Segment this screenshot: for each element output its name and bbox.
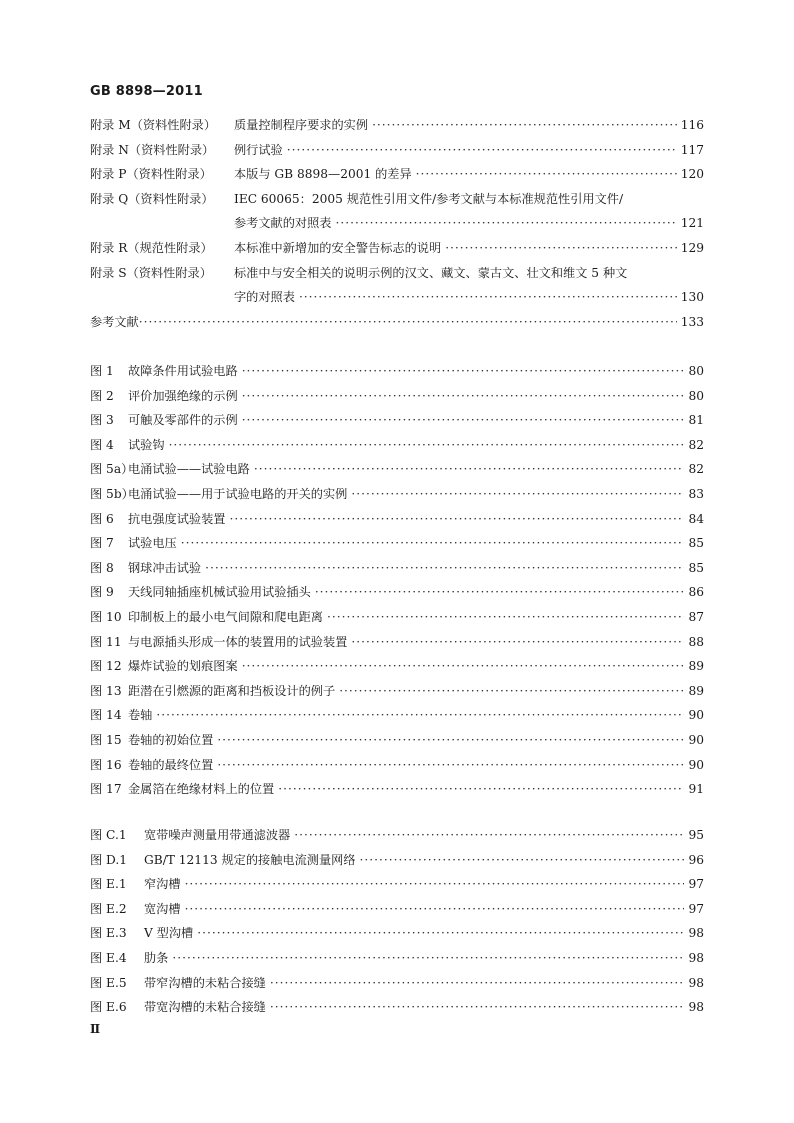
toc-entry[interactable] [90,534,704,559]
dot-leader [327,610,684,624]
dot-leader [139,315,677,329]
toc-entry[interactable] [90,190,704,215]
entry-title: 钢球冲击试验 [128,560,202,575]
toc-entry[interactable] [90,924,704,949]
entry-title: 评价加强绝缘的示例 [128,388,238,403]
entry-label: 附录 N（资料性附录） [90,142,215,157]
entry-label: 图 11 [90,634,122,649]
entry-title: GB/T 12113 规定的接触电流测量网络 [144,852,356,867]
entry-page-number: 90 [688,757,704,772]
toc-entry[interactable] [90,756,704,781]
dot-leader [254,462,685,476]
entry-label: 图 D.1 [90,852,128,867]
entry-label: 图 5a） [90,462,134,477]
entry-page-number: 84 [688,511,704,526]
standard-number: GB 8898—2011 [90,84,203,99]
entry-page-number: 89 [688,659,704,674]
toc-entry[interactable] [90,682,704,707]
dot-leader [445,241,677,255]
entry-label: 图 16 [90,757,122,772]
dot-leader [372,118,677,132]
dot-leader [278,782,684,796]
entry-title: 本版与 GB 8898—2001 的差异 [234,167,412,182]
entry-title: 带宽沟槽的未粘合接缝 [144,1000,266,1015]
toc-entry[interactable] [90,559,704,584]
entry-title: 与电源插头形成一体的装置用的试验装置 [128,634,348,649]
toc-entry[interactable] [90,141,704,166]
entry-page-number: 98 [688,1000,704,1015]
entry-title: 质量控制程序要求的实例 [234,118,369,132]
entry-title: 试验钩 [128,437,165,452]
dot-leader [197,926,684,940]
toc-entry[interactable] [90,780,704,805]
toc-entry[interactable] [90,998,704,1023]
entry-title: 本标准中新增加的安全警告标志的说明 [234,240,442,255]
entry-title: 印制板上的最小电气间隙和爬电距离 [128,609,323,624]
dot-leader [270,1000,685,1014]
entry-label: 图 10 [90,609,122,624]
entry-label: 图 E.2 [90,901,127,916]
toc-entry[interactable] [90,633,704,658]
entry-label: 图 13 [90,683,122,698]
toc-entry[interactable] [90,264,704,289]
references-page: 133 [680,315,704,329]
entry-title: 可触及零部件的示例 [128,413,238,428]
toc-entry[interactable] [90,436,704,461]
entry-label: 图 15 [90,732,122,747]
entry-title: 爆炸试验的划痕图案 [128,659,238,674]
entry-page-number: 96 [688,852,704,867]
dot-leader [294,828,684,842]
toc-entry[interactable] [90,875,704,900]
entry-title: 例行试验 [234,142,283,157]
dot-leader [217,733,684,747]
dot-leader [172,951,684,965]
entry-label: 附录 S（资料性附录） [90,265,212,280]
entry-label: 图 17 [90,782,122,797]
dot-leader [242,364,685,378]
toc-entry[interactable] [90,583,704,608]
toc-entry[interactable] [90,974,704,999]
entry-label: 图 E.3 [90,926,127,941]
toc-entry-continuation[interactable] [90,288,704,313]
entry-title-continued: 参考文献的对照表 [234,216,332,231]
entry-label: 图 E.4 [90,950,127,965]
entry-page-number: 81 [688,413,704,428]
entry-page-number: 90 [688,708,704,723]
entry-page-number: 86 [688,585,704,600]
entry-label: 图 C.1 [90,828,127,842]
entry-title: 抗电强度试验装置 [128,511,226,526]
toc-entry[interactable] [90,362,704,387]
page-numeral: Ⅱ [90,1022,101,1036]
entry-title: 肋条 [144,950,169,965]
entry-page-number: 98 [688,950,704,965]
toc-entry[interactable] [90,387,704,412]
dot-leader [230,512,685,526]
entry-title: 带窄沟槽的未粘合接缝 [144,975,266,990]
entry-page-number: 80 [688,388,704,403]
entry-page-number: 97 [688,877,704,892]
toc-entry[interactable] [90,608,704,633]
entry-title: 电涌试验——用于试验电路的开关的实例 [128,486,348,501]
entry-title-continued: 字的对照表 [234,290,295,305]
dot-leader [242,659,685,673]
entry-label: 图 14 [90,708,122,723]
dot-leader [185,902,685,916]
entry-page-number: 98 [688,975,704,990]
toc-entry[interactable] [90,485,704,510]
entry-label: 附录 P（资料性附录） [90,167,212,182]
entry-title: 宽沟槽 [144,901,181,916]
toc-entry[interactable] [90,116,704,141]
entry-page-number: 120 [680,167,704,182]
dot-leader [336,216,677,230]
toc-figures [90,362,704,805]
dot-leader [339,684,684,698]
entry-page-number: 85 [688,560,704,575]
entry-title: 故障条件用试验电路 [128,364,238,378]
entry-title: V 型沟槽 [144,926,194,941]
dot-leader [185,877,685,891]
entry-title: 卷轴的最终位置 [128,757,214,772]
dot-leader [299,290,677,304]
entry-label: 图 E.6 [90,1000,127,1015]
entry-page-number: 98 [688,926,704,941]
toc-entry[interactable] [90,706,704,731]
entry-page-number: 82 [688,437,704,452]
entry-title: IEC 60065：2005 规范性引用文件/参考文献与本标准规范性引用文件/ [234,191,624,206]
toc-entry[interactable] [90,460,704,485]
dot-leader [169,438,685,452]
entry-title: 试验电压 [128,536,177,551]
toc-entry[interactable] [90,239,704,264]
entry-label: 图 6 [90,511,114,526]
toc-entry[interactable] [90,826,704,851]
toc-annex-figures [90,826,704,1023]
toc-entry[interactable] [90,851,704,876]
entry-title: 宽带噪声测量用带通滤波器 [144,828,291,842]
toc-references [90,313,704,338]
entry-title: 窄沟槽 [144,877,181,892]
entry-label: 图 2 [90,388,114,403]
entry-page-number: 95 [688,828,704,842]
dot-leader [270,976,685,990]
entry-title: 电涌试验——试验电路 [128,462,250,477]
toc-entry-continuation[interactable] [90,214,704,239]
toc-entry[interactable] [90,165,704,190]
entry-label: 图 E.5 [90,975,127,990]
dot-leader [217,758,684,772]
toc-appendices [90,116,704,313]
entry-label: 图 7 [90,536,114,551]
dot-leader [242,413,685,427]
entry-label: 附录 Q（资料性附录） [90,191,214,206]
entry-page-number: 83 [688,486,704,501]
entry-page-number: 117 [680,142,704,157]
dot-leader [156,708,684,722]
toc-entry[interactable] [90,510,704,535]
entry-page-number: 121 [680,216,704,231]
entry-page-number: 87 [688,609,704,624]
entry-page-number: 82 [688,462,704,477]
entry-label: 图 8 [90,560,114,575]
entry-title: 标准中与安全相关的说明示例的汉文、藏文、蒙古文、壮文和维文 5 种文 [234,265,628,280]
dot-leader [360,853,685,867]
dot-leader [242,389,685,403]
toc-entry-references[interactable] [90,313,704,338]
entry-title: 卷轴 [128,708,153,723]
toc-entry[interactable] [90,731,704,756]
dot-leader [416,167,677,181]
entry-page-number: 97 [688,901,704,916]
entry-page-number: 89 [688,683,704,698]
dot-leader [181,536,685,550]
toc-entry[interactable] [90,949,704,974]
references-title: 参考文献 [90,315,139,329]
entry-label: 附录 R（规范性附录） [90,240,213,255]
dot-leader [205,561,684,575]
dot-leader [287,143,677,157]
entry-label: 图 4 [90,437,114,452]
entry-title: 天线同轴插座机械试验用试验插头 [128,585,311,600]
toc-entry[interactable] [90,900,704,925]
entry-label: 图 3 [90,413,114,428]
entry-page-number: 88 [688,634,704,649]
entry-page-number: 80 [688,364,704,378]
toc-entry[interactable] [90,657,704,682]
entry-label: 附录 M（资料性附录） [90,118,217,132]
entry-label: 图 1 [90,364,114,378]
entry-page-number: 91 [688,782,704,797]
entry-page-number: 90 [688,732,704,747]
entry-page-number: 129 [680,240,704,255]
entry-page-number: 116 [680,118,704,132]
entry-label: 图 12 [90,659,122,674]
dot-leader [351,487,684,501]
entry-label: 图 9 [90,585,114,600]
entry-title: 金属箔在绝缘材料上的位置 [128,782,275,797]
entry-label: 图 5b） [90,486,134,501]
toc-entry[interactable] [90,411,704,436]
entry-label: 图 E.1 [90,877,127,892]
entry-title: 距潜在引燃源的距离和挡板设计的例子 [128,683,336,698]
entry-page-number: 130 [680,290,704,305]
entry-title: 卷轴的初始位置 [128,732,214,747]
dot-leader [351,635,684,649]
entry-page-number: 85 [688,536,704,551]
dot-leader [315,585,685,599]
